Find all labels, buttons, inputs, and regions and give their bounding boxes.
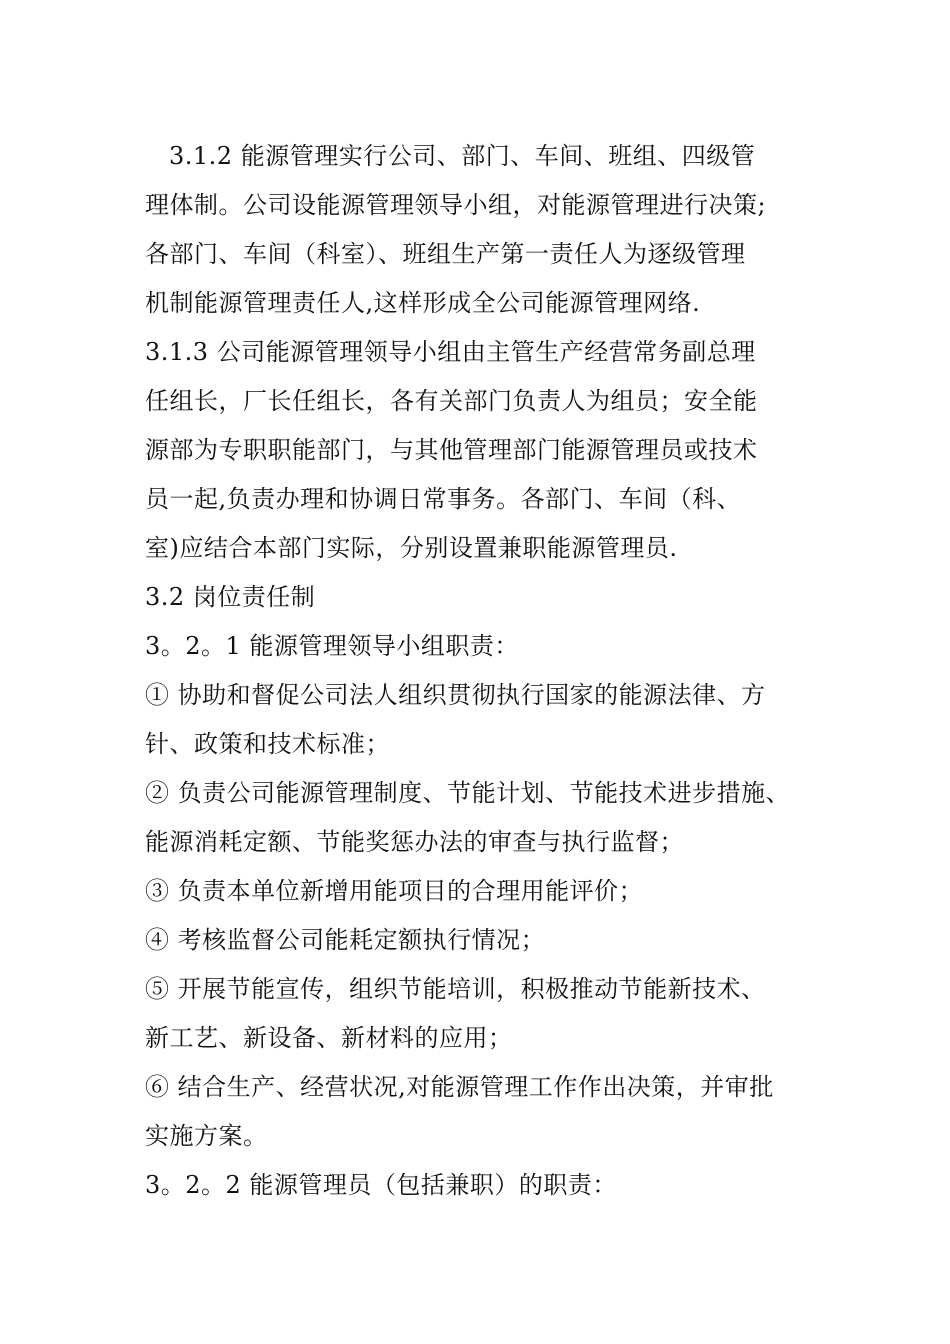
- subheading-3-2-2: 3。2。2 能源管理员（包括兼职）的职责：: [145, 1171, 617, 1199]
- paragraph-3-1-3-line-1: 3.1.3 公司能源管理领导小组由主管生产经营常务副总理: [145, 338, 756, 366]
- list-item-4: ④ 考核监督公司能耗定额执行情况；: [145, 926, 546, 954]
- paragraph-3-1-2-line-3: 各部门、车间（科室）、班组生产第一责任人为逐级管理: [145, 240, 746, 268]
- subheading-3-2-1: 3。2。1 能源管理领导小组职责：: [145, 632, 519, 660]
- list-item-6-line-2: 实施方案。: [145, 1122, 268, 1150]
- paragraph-3-1-3-line-4: 员一起,负责办理和协调日常事务。各部门、车间（科、: [145, 485, 742, 513]
- list-item-1-line-1: ① 协助和督促公司法人组织贯彻执行国家的能源法律、方: [145, 681, 766, 709]
- section-heading-3-2: 3.2 岗位责任制: [145, 583, 316, 611]
- list-item-2-line-2: 能源消耗定额、节能奖惩办法的审查与执行监督；: [145, 828, 684, 856]
- paragraph-3-1-2-line-2: 理体制。公司设能源管理领导小组，对能源管理进行决策;: [145, 191, 767, 219]
- paragraph-3-1-3-line-2: 任组长，厂长任组长，各有关部门负责人为组员；安全能: [145, 387, 758, 415]
- paragraph-3-1-3-line-5: 室)应结合本部门实际，分别设置兼职能源管理员.: [145, 534, 678, 562]
- list-item-1-line-2: 针、政策和技术标准；: [145, 730, 390, 758]
- list-item-5-line-2: 新工艺、新设备、新材料的应用；: [145, 1024, 513, 1052]
- list-item-5-line-1: ⑤ 开展节能宣传，组织节能培训，积极推动节能新技术、: [145, 975, 766, 1003]
- list-item-3: ③ 负责本单位新增用能项目的合理用能评价；: [145, 877, 644, 905]
- paragraph-3-1-2-line-4: 机制能源管理责任人,这样形成全公司能源管理网络.: [145, 289, 701, 317]
- list-item-6-line-1: ⑥ 结合生产、经营状况,对能源管理工作作出决策，并审批: [145, 1073, 774, 1101]
- document-body: [145, 132, 815, 1210]
- list-item-2-line-1: ② 负责公司能源管理制度、节能计划、节能技术进步措施、: [145, 779, 791, 807]
- paragraph-3-1-2-line-1: 3.1.2 能源管理实行公司、部门、车间、班组、四级管: [169, 142, 756, 170]
- paragraph-3-1-3-line-3: 源部为专职职能部门，与其他管理部门能源管理员或技术: [145, 436, 758, 464]
